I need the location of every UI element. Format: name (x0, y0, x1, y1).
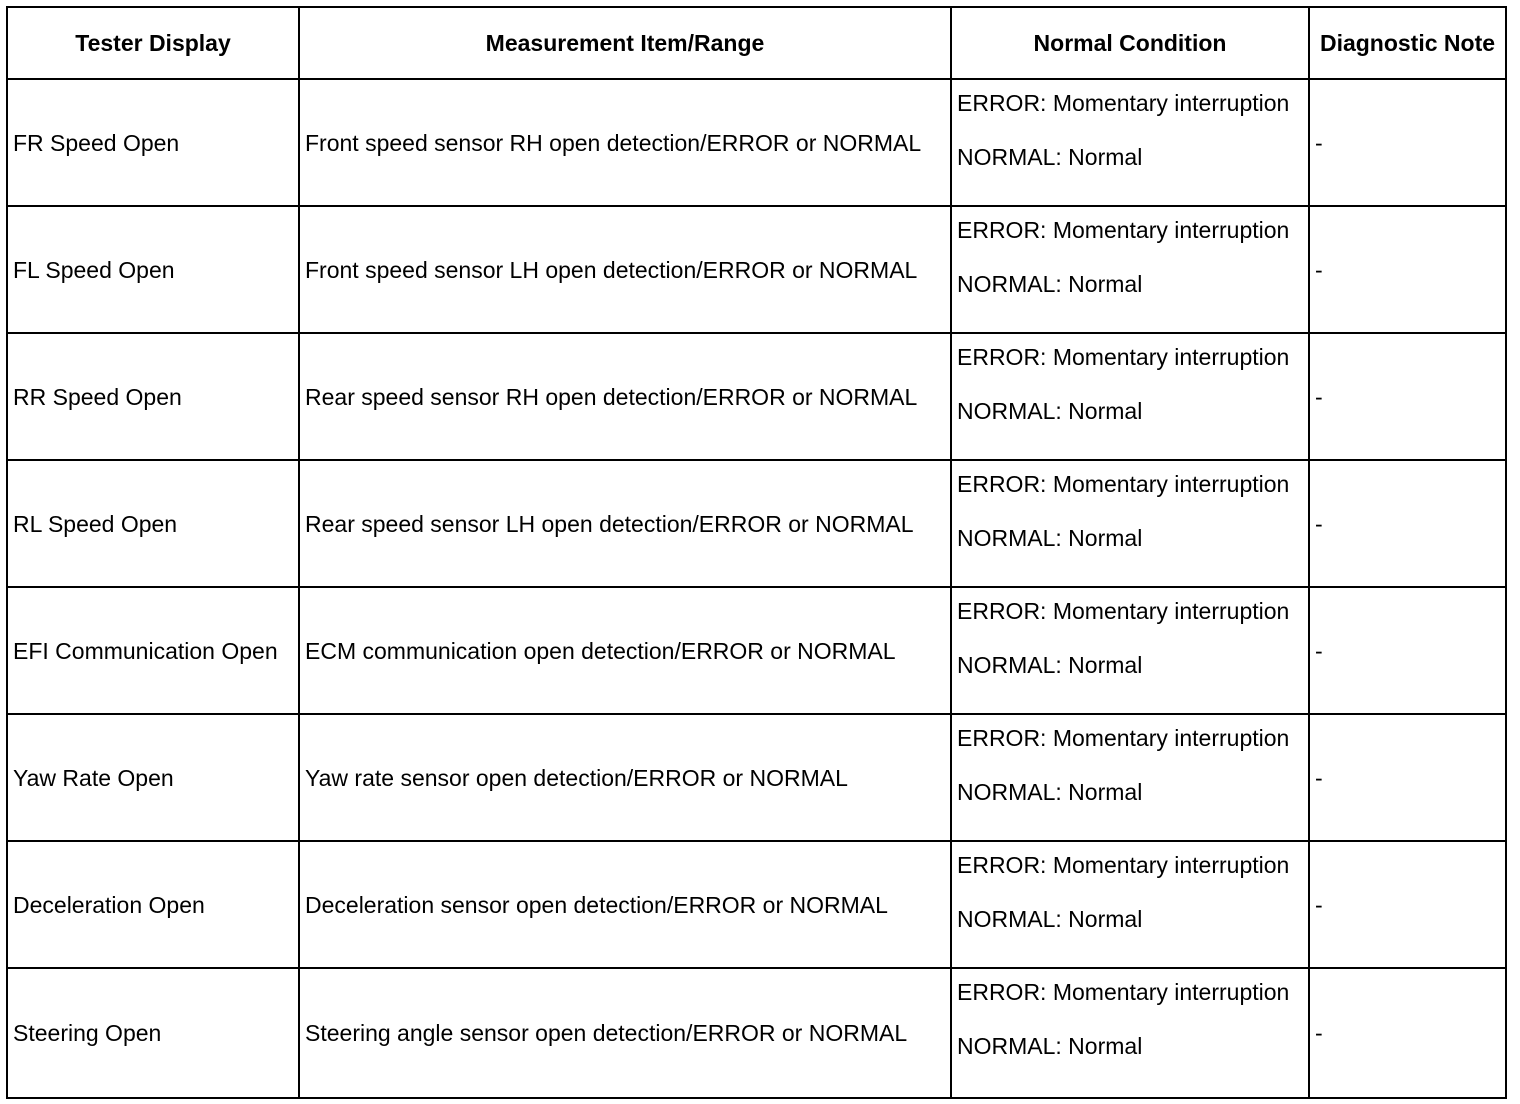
diagnostic-note-cell: - (1315, 383, 1323, 410)
table-row (8, 461, 1505, 588)
diagnostic-note-cell: - (1315, 129, 1323, 156)
diagnostic-note-cell: - (1315, 891, 1323, 918)
tester-display-cell: FL Speed Open (8, 207, 300, 332)
tester-display-cell: Yaw Rate Open (8, 715, 300, 840)
normal-condition-cell (952, 80, 1310, 205)
tester-display-cell: Deceleration Open (8, 842, 300, 967)
normal-condition-cell (952, 715, 1310, 840)
tester-display-cell: RL Speed Open (8, 461, 300, 586)
normal-condition-cell (952, 842, 1310, 967)
condition-normal-text: NORMAL: Normal (957, 652, 1143, 678)
condition-normal-text: NORMAL: Normal (957, 1033, 1143, 1059)
condition-normal-text: NORMAL: Normal (957, 525, 1143, 551)
header-normal-condition: Normal Condition (952, 8, 1310, 78)
normal-condition-cell (952, 207, 1310, 332)
measurement-cell: Front speed sensor LH open detection/ERROR or NORMAL (300, 207, 952, 332)
header-tester-display: Tester Display (8, 8, 300, 78)
header-diagnostic-note: Diagnostic Note (1319, 30, 1496, 56)
diagnostic-note-cell: - (1315, 637, 1323, 664)
table-row (8, 80, 1505, 207)
measurement-cell: ECM communication open detection/ERROR or NORMAL (300, 588, 952, 713)
data-list-table (6, 6, 1507, 1099)
measurement-cell: Steering angle sensor open detection/ERROR or NORMAL (300, 969, 952, 1097)
measurement-cell: Deceleration sensor open detection/ERROR or NORMAL (300, 842, 952, 967)
diagnostic-note-cell: - (1315, 256, 1323, 283)
normal-condition-cell (952, 969, 1310, 1097)
table-row (8, 715, 1505, 842)
condition-error-text: ERROR: Momentary interruption (957, 90, 1290, 116)
normal-condition-cell (952, 588, 1310, 713)
condition-error-text: ERROR: Momentary interruption (957, 471, 1290, 497)
condition-normal-text: NORMAL: Normal (957, 144, 1143, 170)
table-row (8, 588, 1505, 715)
diagnostic-note-cell: - (1315, 1020, 1323, 1046)
header-measurement: Measurement Item/Range (300, 8, 952, 78)
measurement-cell: Yaw rate sensor open detection/ERROR or NORMAL (300, 715, 952, 840)
condition-normal-text: NORMAL: Normal (957, 906, 1143, 932)
measurement-cell: Front speed sensor RH open detection/ERROR or NORMAL (300, 80, 952, 205)
table-row (8, 334, 1505, 461)
measurement-cell: Rear speed sensor RH open detection/ERROR or NORMAL (300, 334, 952, 459)
table-row (8, 207, 1505, 334)
diagnostic-note-cell: - (1315, 510, 1323, 537)
tester-display-cell: Steering Open (8, 969, 300, 1097)
condition-error-text: ERROR: Momentary interruption (957, 344, 1290, 370)
tester-display-cell: FR Speed Open (8, 80, 300, 205)
condition-normal-text: NORMAL: Normal (957, 398, 1143, 424)
condition-normal-text: NORMAL: Normal (957, 779, 1143, 805)
condition-error-text: ERROR: Momentary interruption (957, 979, 1290, 1005)
tester-display-cell: RR Speed Open (8, 334, 300, 459)
normal-condition-cell (952, 334, 1310, 459)
table-row (8, 842, 1505, 969)
normal-condition-cell (952, 461, 1310, 586)
table-row (8, 969, 1505, 1097)
tester-display-cell: EFI Communication Open (8, 588, 300, 713)
condition-normal-text: NORMAL: Normal (957, 271, 1143, 297)
condition-error-text: ERROR: Momentary interruption (957, 217, 1290, 243)
table-header-row (8, 8, 1505, 80)
diagnostic-note-cell: - (1315, 764, 1323, 791)
condition-error-text: ERROR: Momentary interruption (957, 725, 1290, 751)
measurement-cell: Rear speed sensor LH open detection/ERROR or NORMAL (300, 461, 952, 586)
condition-error-text: ERROR: Momentary interruption (957, 852, 1290, 878)
condition-error-text: ERROR: Momentary interruption (957, 598, 1290, 624)
